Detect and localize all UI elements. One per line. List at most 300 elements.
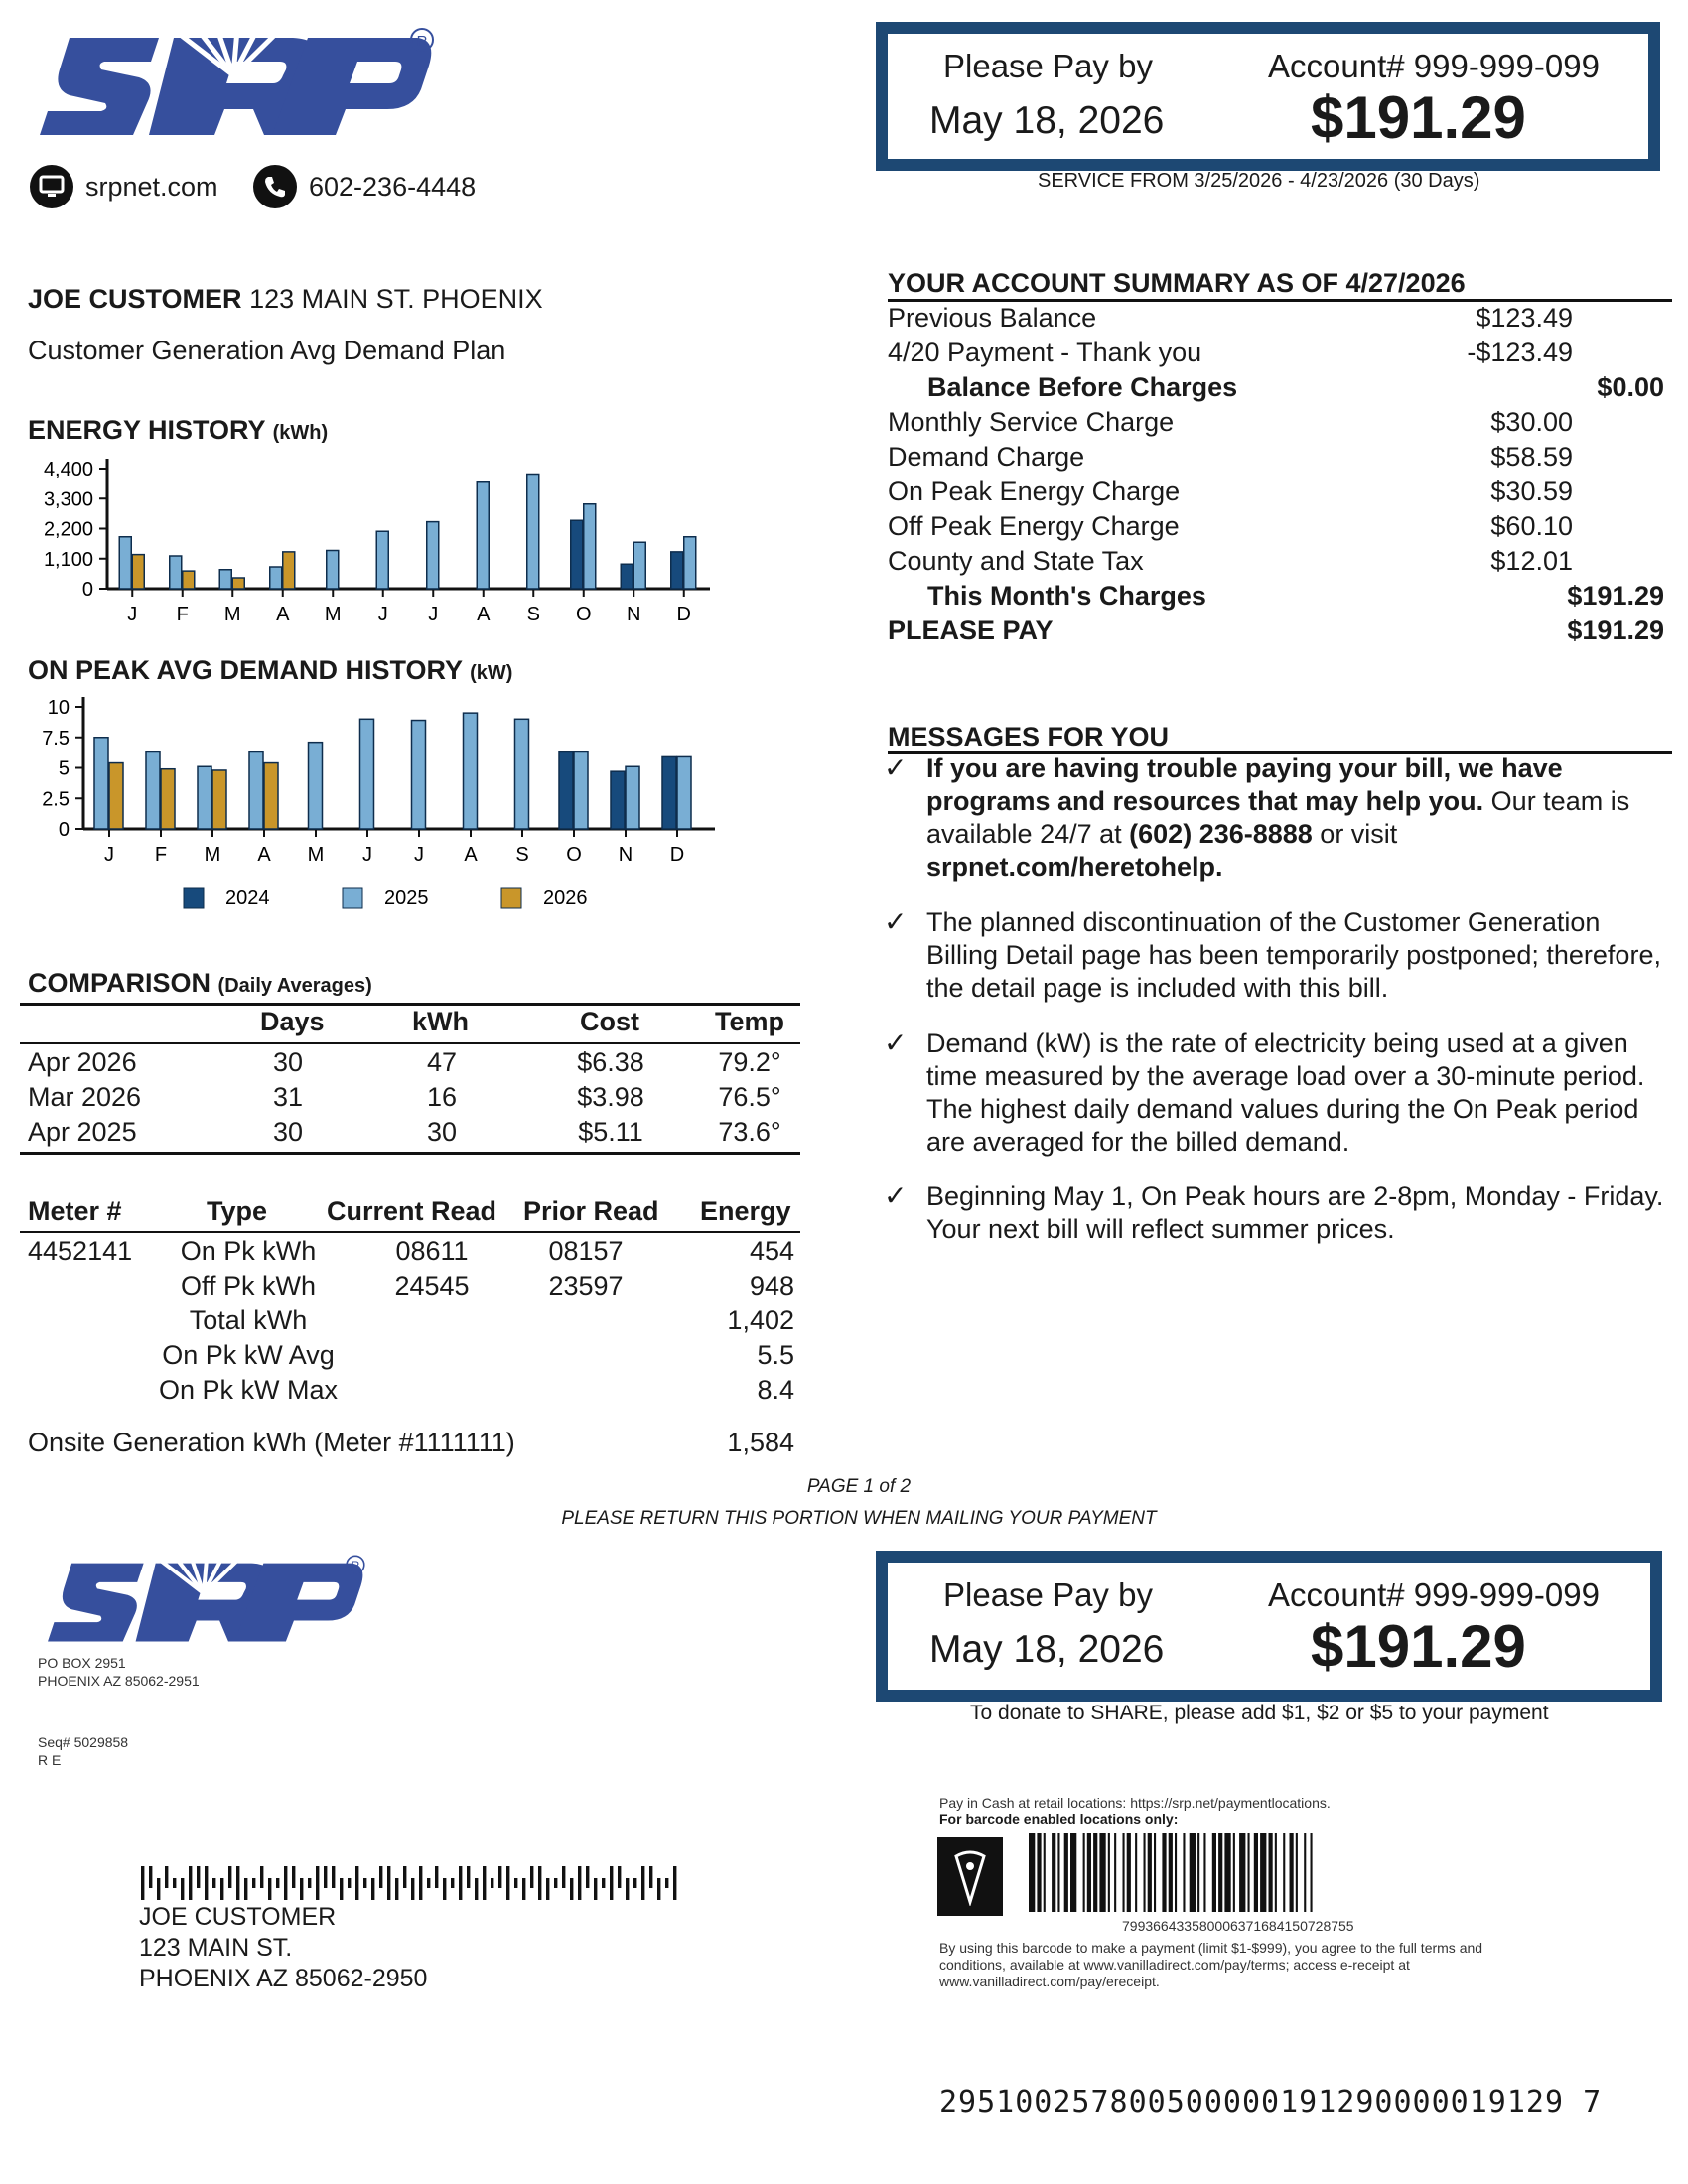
- customer-address: 123 MAIN ST. PHOENIX: [249, 284, 543, 314]
- postal-bar: [514, 1878, 517, 1888]
- comparison-header-rule: [20, 1042, 800, 1044]
- stub-pay-by-date: May 18, 2026: [929, 1628, 1165, 1671]
- postal-bar: [371, 1878, 374, 1900]
- y-tick-label: 7.5: [42, 727, 70, 750]
- y-tick-label: 0: [81, 579, 93, 601]
- meter-cell-energy: 5.5: [757, 1340, 794, 1370]
- meter-cell-type: On Pk kWh: [180, 1236, 317, 1266]
- comparison-title: [28, 968, 372, 999]
- bar-2026-j: [132, 555, 144, 589]
- postal-bar: [387, 1866, 390, 1900]
- postal-bar: [236, 1866, 239, 1900]
- pay-bar: [1154, 1833, 1156, 1912]
- meter-row: [0, 1271, 800, 1304]
- comparison-cell-days: 31: [272, 1082, 304, 1112]
- summary-label: Balance Before Charges: [927, 372, 1238, 402]
- postal-bar: [340, 1878, 343, 1900]
- summary-amount: $191.29: [1567, 615, 1664, 645]
- bar-2024-o: [571, 520, 583, 589]
- barcode-note: For barcode enabled locations only:: [939, 1811, 1179, 1827]
- summary-label: Previous Balance: [888, 303, 1097, 333]
- bar-2026-m: [212, 770, 226, 829]
- bar-2025-j: [376, 531, 388, 589]
- account-number: Account# 999-999-099: [1268, 48, 1600, 84]
- pay-bar: [1052, 1833, 1055, 1912]
- monitor-icon: [30, 165, 73, 208]
- y-tick-label: 4,400: [43, 459, 93, 480]
- bar-2025-a: [477, 482, 489, 589]
- bar-2026-a: [264, 763, 278, 829]
- postal-bar: [355, 1866, 358, 1900]
- srp-logo: [30, 18, 437, 145]
- return-note: PLEASE RETURN THIS PORTION WHEN MAILING YOUR PAYMENT: [561, 1508, 1157, 1529]
- bar-2025-n: [626, 766, 639, 829]
- postal-bar: [181, 1878, 184, 1900]
- postal-bar: [363, 1878, 366, 1888]
- meter-cell-type: On Pk kW Max: [158, 1375, 339, 1405]
- check-icon: ✓: [884, 752, 908, 783]
- pay-bar: [1093, 1833, 1097, 1912]
- postal-bar: [308, 1878, 311, 1888]
- pay-bar: [1260, 1833, 1266, 1912]
- summary-amount: $60.10: [1490, 511, 1573, 541]
- mail-street: 123 MAIN ST.: [139, 1934, 293, 1962]
- comparison-cell-temp: 79.2°: [718, 1047, 781, 1077]
- meter-row: [0, 1305, 800, 1339]
- meter-row: [0, 1375, 800, 1409]
- postal-bar: [475, 1878, 478, 1900]
- phone-text: 602-236-4448: [309, 171, 477, 202]
- bar-2025-n: [633, 542, 645, 589]
- comparison-cell-cost: $6.38: [577, 1047, 644, 1077]
- postal-bar: [570, 1878, 573, 1900]
- pay-bar: [1083, 1833, 1085, 1912]
- bar-2026-j: [109, 763, 123, 829]
- postal-bar: [633, 1878, 636, 1888]
- postal-bar: [220, 1878, 223, 1900]
- postal-bar: [348, 1878, 351, 1888]
- postal-bar: [316, 1866, 319, 1900]
- message-1: [926, 752, 1666, 884]
- postal-bar: [197, 1866, 200, 1888]
- message-1-or: or visit: [1312, 819, 1398, 849]
- stub-pay-box: [876, 1551, 1662, 1702]
- postal-bar: [189, 1866, 192, 1900]
- comparison-cell-kwh: 16: [426, 1082, 458, 1112]
- onsite-generation-value: 1,584: [727, 1428, 794, 1457]
- energy-history-unit: (kWh): [272, 422, 329, 444]
- message-4: Beginning May 1, On Peak hours are 2-8pm, Monday - Friday. Your next bill will reflect summer prices.: [926, 1181, 1664, 1244]
- postal-bar: [641, 1866, 644, 1900]
- bar-2025-m: [327, 551, 339, 590]
- x-tick-label: J: [377, 604, 388, 625]
- postal-bar: [252, 1878, 255, 1888]
- pay-bar: [1311, 1833, 1313, 1912]
- website-contact[interactable]: [30, 165, 218, 208]
- x-tick-label: M: [324, 604, 342, 625]
- legend-swatch-2025: [343, 888, 362, 908]
- comparison-title-text: COMPARISON: [28, 968, 211, 998]
- message-1-text: Our team is available 24/7 at: [926, 786, 1630, 849]
- meter-cell-type: Total kWh: [189, 1305, 308, 1335]
- svg-text:R: R: [416, 33, 428, 50]
- customer-line: [28, 284, 543, 315]
- comparison-row: [0, 1082, 800, 1116]
- bar-2024-n: [611, 771, 625, 829]
- x-tick-label: D: [676, 604, 691, 625]
- postal-bar: [467, 1866, 470, 1888]
- mail-city: PHOENIX AZ 85062-2950: [139, 1965, 428, 1992]
- bar-2025-j: [360, 719, 374, 829]
- bar-2025-s: [527, 475, 539, 590]
- postal-bar: [276, 1878, 279, 1888]
- energy-history-title-text: ENERGY HISTORY: [28, 415, 266, 445]
- postal-bar: [435, 1866, 438, 1888]
- postal-bar: [506, 1866, 509, 1900]
- pay-by-label: Please Pay by: [943, 48, 1153, 84]
- postal-bar: [491, 1878, 493, 1888]
- comparison-header-kwh: kWh: [412, 1007, 469, 1036]
- meter-row: [0, 1340, 800, 1374]
- demand-history-title: [28, 655, 512, 686]
- pay-bar: [1175, 1833, 1177, 1912]
- bar-2025-j: [412, 721, 426, 829]
- x-tick-label: J: [127, 604, 138, 625]
- postal-bar: [657, 1878, 660, 1900]
- bar-2025-o: [584, 504, 596, 589]
- bar-2024-n: [621, 564, 633, 589]
- summary-amount: $58.59: [1490, 442, 1573, 472]
- postal-bar: [673, 1866, 676, 1900]
- energy-history-chart: [20, 452, 725, 640]
- ocr-scanline: 295100257800500000191290000019129 7: [939, 2085, 1603, 2119]
- summary-label: County and State Tax: [888, 546, 1144, 576]
- pay-bar: [1183, 1833, 1185, 1912]
- demand-history-unit: (kW): [470, 662, 513, 684]
- comparison-subtitle: (Daily Averages): [217, 975, 372, 997]
- comparison-header: [0, 1007, 800, 1040]
- comparison-cell-period: Mar 2026: [28, 1082, 142, 1112]
- bar-2025-j: [94, 738, 108, 829]
- comparison-cell-temp: 73.6°: [718, 1117, 781, 1147]
- meter-header-prior: Prior Read: [523, 1196, 659, 1226]
- bar-2024-o: [559, 752, 573, 829]
- bar-2025-f: [146, 752, 160, 829]
- check-icon: ✓: [884, 906, 908, 937]
- x-tick-label: J: [362, 844, 372, 866]
- legend-label-2024: 2024: [225, 887, 270, 909]
- bar-2025-j: [119, 537, 131, 589]
- donate-note: To donate to SHARE, please add $1, $2 or $5 to your payment: [970, 1702, 1549, 1724]
- pay-bar: [1190, 1833, 1196, 1912]
- pay-bar: [1070, 1833, 1076, 1912]
- postal-bar: [300, 1878, 303, 1900]
- y-tick-label: 1,100: [43, 548, 93, 571]
- pay-bar: [1144, 1833, 1146, 1912]
- bar-2025-j: [427, 522, 439, 589]
- meter-cell-current: 08611: [395, 1236, 469, 1266]
- summary-label: Monthly Service Charge: [888, 407, 1175, 437]
- pay-bar: [1162, 1833, 1166, 1912]
- meter-cell-prior: 23597: [548, 1271, 624, 1300]
- bar-2025-a: [270, 567, 282, 589]
- summary-rule: [888, 299, 1672, 302]
- postal-bar: [483, 1866, 486, 1900]
- postal-bar: [649, 1866, 652, 1888]
- route-code: R E: [38, 1752, 62, 1768]
- x-tick-label: D: [669, 844, 685, 866]
- demand-history-chart: [20, 693, 725, 931]
- bar-2025-s: [515, 719, 529, 829]
- pay-bar: [1218, 1833, 1222, 1912]
- x-tick-label: O: [575, 604, 592, 625]
- summary-amount: $12.01: [1490, 546, 1573, 576]
- pay-bar: [1283, 1833, 1285, 1912]
- meter-cell-type: On Pk kW Avg: [162, 1340, 335, 1370]
- postal-bar: [618, 1866, 621, 1888]
- comparison-cell-period: Apr 2025: [28, 1117, 137, 1147]
- message-1-link[interactable]: srpnet.com/heretohelp.: [926, 852, 1223, 882]
- po-city: PHOENIX AZ 85062-2951: [38, 1673, 200, 1689]
- bar-2025-m: [198, 766, 211, 829]
- postal-bar: [586, 1866, 589, 1888]
- barcode-terms: By using this barcode to make a payment (limit $1-$999), you agree to the full terms and conditions, available at www.vanilladirect.com/pay/terms; access e-receipt at www.vanilladirect.com/pay/ereceipt.: [939, 1940, 1483, 1989]
- y-tick-label: 2.5: [42, 788, 70, 811]
- srp-logo-stub: [40, 1547, 367, 1650]
- bar-2026-a: [283, 552, 295, 589]
- payment-barcode: [1029, 1833, 1499, 1914]
- comparison-header-cost: Cost: [580, 1007, 639, 1036]
- bar-2025-d: [677, 756, 691, 829]
- postal-bar: [626, 1878, 629, 1900]
- pay-bar: [1029, 1833, 1035, 1912]
- summary-amount: $30.00: [1490, 407, 1573, 437]
- messages-title: MESSAGES FOR YOU: [888, 722, 1170, 751]
- pay-bar: [1248, 1833, 1250, 1912]
- pay-bar: [1296, 1833, 1298, 1912]
- meter-header-type: Type: [207, 1196, 268, 1226]
- pay-bar: [1224, 1833, 1230, 1912]
- x-tick-label: S: [515, 844, 529, 866]
- svg-text:R: R: [351, 1559, 360, 1573]
- bar-2024-d: [662, 756, 676, 829]
- bar-2025-o: [574, 752, 588, 829]
- postal-bar: [602, 1878, 605, 1888]
- summary-label: Demand Charge: [888, 442, 1085, 472]
- pay-bar: [1057, 1833, 1059, 1912]
- x-tick-label: F: [176, 604, 189, 625]
- x-tick-label: J: [104, 844, 114, 866]
- postal-bar: [165, 1866, 168, 1888]
- postal-bar: [268, 1878, 271, 1900]
- pay-bar: [1037, 1833, 1041, 1912]
- comparison-bottom-rule: [20, 1152, 800, 1155]
- demand-history-title-text: ON PEAK AVG DEMAND HISTORY: [28, 655, 463, 685]
- x-tick-label: M: [204, 844, 221, 866]
- pay-bar: [1275, 1833, 1277, 1912]
- pay-bar: [1203, 1833, 1205, 1912]
- pay-bar: [1290, 1833, 1294, 1912]
- pay-bar: [1127, 1833, 1131, 1912]
- bar-2025-m: [309, 743, 323, 829]
- postal-bar: [157, 1878, 160, 1900]
- y-tick-label: 3,300: [43, 488, 93, 511]
- x-tick-label: O: [566, 844, 582, 866]
- meter-header-rule: [20, 1231, 800, 1233]
- message-1-bold: If you are having trouble paying your bill, we have programs and resources that may help you.: [926, 753, 1563, 816]
- comparison-cell-temp: 76.5°: [718, 1082, 781, 1112]
- x-tick-label: M: [223, 604, 241, 625]
- y-tick-label: 2,200: [43, 518, 93, 541]
- postal-bar: [522, 1878, 525, 1900]
- x-tick-label: M: [307, 844, 325, 866]
- x-tick-label: F: [154, 844, 168, 866]
- postal-bar: [427, 1878, 430, 1888]
- comparison-cell-kwh: 30: [426, 1117, 458, 1147]
- seq-number: Seq# 5029858: [38, 1734, 129, 1750]
- bar-2026-m: [232, 578, 244, 589]
- postal-bar: [498, 1866, 501, 1888]
- phone-contact[interactable]: [253, 165, 476, 208]
- comparison-row: [0, 1047, 800, 1081]
- comparison-cell-kwh: 47: [426, 1047, 458, 1077]
- postal-bar: [292, 1866, 295, 1888]
- pay-bar: [1123, 1833, 1125, 1912]
- plan-name: Customer Generation Avg Demand Plan: [28, 336, 506, 365]
- pay-bar: [1064, 1833, 1068, 1912]
- bar-2026-f: [161, 769, 175, 829]
- customer-name: JOE CUSTOMER: [28, 284, 242, 314]
- service-period: SERVICE FROM 3/25/2026 - 4/23/2026 (30 Days): [1038, 170, 1480, 192]
- stub-amount-due: $191.29: [1311, 1613, 1526, 1680]
- postal-bar: [562, 1866, 565, 1888]
- postal-bar: [546, 1878, 549, 1900]
- postal-bar: [149, 1866, 152, 1888]
- summary-label: 4/20 Payment - Thank you: [888, 338, 1202, 367]
- meter-cell-energy: 454: [749, 1236, 794, 1266]
- x-tick-label: S: [526, 604, 540, 625]
- pay-bar: [1148, 1833, 1152, 1912]
- comparison-table: [0, 1047, 800, 1152]
- pay-bar: [1233, 1833, 1235, 1912]
- meter-header: [0, 1196, 800, 1230]
- pay-bar: [1169, 1833, 1173, 1912]
- x-tick-label: N: [618, 844, 633, 866]
- postal-bar: [459, 1866, 462, 1900]
- meter-cell-energy: 1,402: [727, 1305, 794, 1335]
- po-box: PO BOX 2951: [38, 1655, 126, 1671]
- pay-box: [876, 22, 1660, 171]
- comparison-header-days: Days: [260, 1007, 325, 1036]
- postal-bar: [324, 1866, 327, 1888]
- postal-bar: [443, 1878, 446, 1900]
- pay-bar: [1108, 1833, 1110, 1912]
- message-3: Demand (kW) is the rate of electricity being used at a given time measured by the average load over a 30-minute period. The highest daily demand values during the On Peak period are averaged for the billed demand.: [926, 1028, 1645, 1157]
- pay-bar: [1197, 1833, 1199, 1912]
- meter-header-energy: Energy: [700, 1196, 791, 1226]
- postal-bar: [379, 1866, 382, 1888]
- pay-by-date: May 18, 2026: [929, 99, 1165, 142]
- x-tick-label: J: [414, 844, 424, 866]
- stub-account-number: Account# 999-999-099: [1268, 1576, 1600, 1613]
- x-tick-label: N: [627, 604, 641, 625]
- postal-bar: [610, 1866, 613, 1900]
- bar-2025-d: [684, 537, 696, 589]
- onsite-generation-label: Onsite Generation kWh (Meter #1111111): [28, 1428, 515, 1457]
- x-tick-label: A: [276, 604, 290, 625]
- summary-amount: $30.59: [1490, 477, 1573, 506]
- x-tick-label: J: [428, 604, 439, 625]
- meter-cell-type: Off Pk kWh: [180, 1271, 317, 1300]
- mail-name: JOE CUSTOMER: [139, 1903, 337, 1931]
- message-2: The planned discontinuation of the Customer Generation Billing Detail page has been temporarily postponed; therefore, the detail page is included with this bill.: [926, 907, 1661, 1003]
- legend-swatch-2026: [501, 888, 521, 908]
- postal-bar: [228, 1866, 231, 1888]
- energy-history-title: [28, 415, 328, 446]
- meter-cell-energy: 8.4: [757, 1375, 794, 1405]
- meter-header-current: Current Read: [327, 1196, 497, 1226]
- summary-label: On Peak Energy Charge: [888, 477, 1181, 506]
- x-tick-label: A: [464, 844, 478, 866]
- pay-bar: [1212, 1833, 1216, 1912]
- postal-bar: [594, 1878, 597, 1900]
- x-tick-label: A: [257, 844, 271, 866]
- comparison-cell-days: 30: [272, 1117, 304, 1147]
- meter-table: [0, 1236, 800, 1415]
- postal-bar: [419, 1866, 422, 1900]
- amount-due: $191.29: [1311, 84, 1526, 151]
- vanilla-direct-icon: [937, 1837, 1003, 1916]
- comparison-header-temp: Temp: [715, 1007, 785, 1036]
- bar-2025-a: [249, 752, 263, 829]
- barcode-number: 799366433580006371684150728755: [1122, 1918, 1354, 1934]
- comparison-cell-days: 30: [272, 1047, 304, 1077]
- pay-bar: [1239, 1833, 1245, 1912]
- postal-bar: [665, 1878, 668, 1888]
- meter-cell-current: 24545: [394, 1271, 470, 1300]
- legend-label-2025: 2025: [384, 887, 429, 909]
- meter-cell-energy: 948: [749, 1271, 794, 1300]
- bar-2025-m: [219, 570, 231, 589]
- legend-swatch-2024: [184, 888, 204, 908]
- postal-bar: [411, 1878, 414, 1900]
- summary-title: YOUR ACCOUNT SUMMARY AS OF 4/27/2026: [888, 268, 1466, 298]
- meter-row: [0, 1236, 800, 1270]
- comparison-cell-cost: $3.98: [577, 1082, 644, 1112]
- comparison-row: [0, 1117, 800, 1151]
- x-tick-label: A: [477, 604, 491, 625]
- summary-label: PLEASE PAY: [888, 615, 1054, 645]
- pay-bar: [1114, 1833, 1116, 1912]
- pay-bar: [1087, 1833, 1091, 1912]
- pay-bar: [1135, 1833, 1137, 1912]
- cash-note: Pay in Cash at retail locations: https://srp.net/paymentlocations.: [939, 1795, 1331, 1811]
- comparison-top-rule: [20, 1003, 800, 1006]
- summary-amount: -$123.49: [1467, 338, 1573, 367]
- page-number: PAGE 1 of 2: [806, 1476, 912, 1497]
- phone-icon: [253, 165, 297, 208]
- meter-number: 4452141: [28, 1236, 133, 1266]
- postal-bar: [173, 1878, 176, 1888]
- postal-bar: [141, 1866, 144, 1900]
- summary-amount: $191.29: [1567, 581, 1664, 611]
- check-icon: ✓: [884, 1027, 908, 1058]
- comparison-cell-period: Apr 2026: [28, 1047, 137, 1077]
- stub-pay-by-label: Please Pay by: [943, 1576, 1153, 1613]
- meter-cell-prior: 08157: [548, 1236, 624, 1266]
- pay-bar: [1269, 1833, 1273, 1912]
- postal-bar: [578, 1866, 581, 1900]
